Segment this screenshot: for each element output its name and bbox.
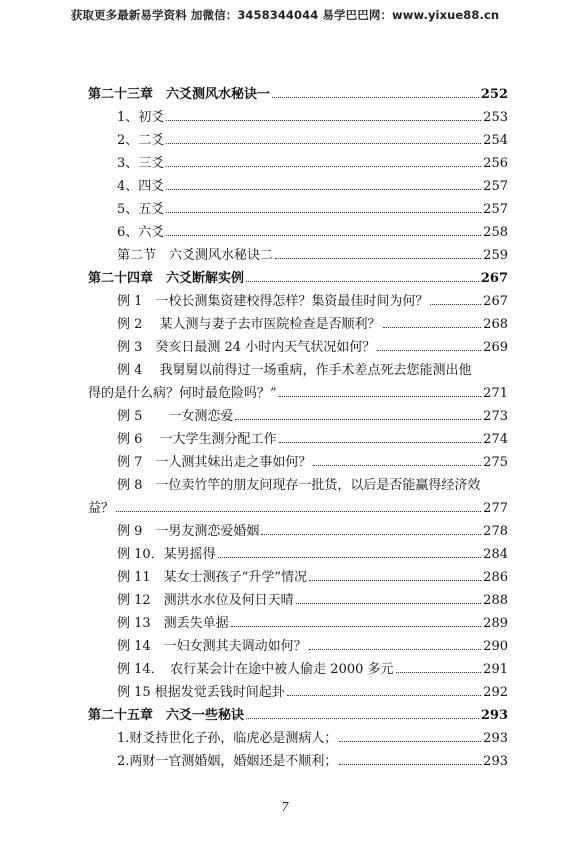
dot-leader: [218, 556, 481, 558]
toc-page-number: 269: [483, 340, 508, 355]
toc-page-number: 257: [483, 202, 508, 217]
toc-entry-title: 例 10．某男摇得: [117, 547, 216, 562]
toc-page-number: 256: [483, 156, 508, 171]
toc-page-number: 284: [483, 547, 508, 562]
toc-entry-first-line: 例 4 我舅舅以前得过一场重病，作手术差点死去您能测出他: [117, 363, 472, 378]
toc-page-number: 293: [480, 708, 508, 723]
dot-leader: [313, 464, 481, 466]
toc-entry: [88, 562, 508, 585]
toc-chapter: [88, 263, 508, 286]
toc-page-number: 267: [480, 271, 508, 286]
toc-entry-title: 6、六爻: [117, 225, 165, 240]
toc-entry-title: 2.两财一官测婚姻，婚姻还是不顺利；: [117, 754, 338, 769]
dot-leader: [246, 280, 479, 282]
toc-entry-title: 例 13 测丢失单据: [117, 616, 229, 631]
dot-leader: [279, 441, 482, 443]
dot-leader: [275, 257, 481, 259]
toc-entry: [88, 171, 508, 194]
toc-entry: [88, 585, 508, 608]
dot-leader: [231, 625, 481, 627]
dot-leader: [396, 671, 482, 673]
toc-page-number: 274: [483, 432, 508, 447]
toc-entry-continuation: 益？: [88, 501, 115, 516]
toc-page-number: 291: [483, 662, 508, 677]
dot-leader: [246, 717, 479, 719]
dot-leader: [272, 96, 479, 98]
toc-page-number: 271: [483, 386, 508, 401]
toc-page-number: 275: [483, 455, 508, 470]
dot-leader: [166, 188, 481, 190]
toc-page-number: 257: [483, 179, 508, 194]
toc-entry-title: 2、二爻: [117, 133, 165, 148]
toc-entry-title: 5、五爻: [117, 202, 165, 217]
toc-entry: [88, 401, 508, 424]
toc-entry: [88, 723, 508, 746]
dot-leader: [287, 694, 481, 696]
toc-entry: [88, 677, 508, 700]
dot-leader: [166, 119, 481, 121]
toc-page-number: 268: [483, 317, 508, 332]
toc-entry: [88, 309, 508, 332]
toc-entry-title: 例 7 一人测其妹出走之事如何？: [117, 455, 312, 470]
dot-leader: [166, 211, 481, 213]
toc-chapter: [88, 79, 508, 102]
toc-chapter-title: 第二十四章 六爻断解实例: [88, 271, 245, 286]
toc-entry-first-line: 例 8 一位卖竹竿的朋友问现存一批货，以后是否能赢得经济效: [117, 478, 481, 493]
dot-leader: [235, 418, 481, 420]
toc-entry: [88, 746, 508, 769]
toc-page-number: 253: [483, 110, 508, 125]
toc-entry: [88, 102, 508, 125]
dot-leader: [383, 326, 482, 328]
dot-leader: [339, 740, 481, 742]
toc-page-number: 278: [483, 524, 508, 539]
toc-entry-title: 例 15 根据发觉丢钱时间起卦: [117, 685, 285, 700]
table-of-contents: [88, 79, 508, 769]
dot-leader: [430, 303, 481, 305]
toc-entry-title: 例 14． 农行某会计在途中被人偷走 2000 多元: [117, 662, 394, 677]
toc-entry: [88, 217, 508, 240]
toc-entry-title: 1、初爻: [117, 110, 165, 125]
toc-entry: [88, 447, 508, 470]
toc-entry-title: 4、四爻: [117, 179, 165, 194]
dot-leader: [261, 533, 481, 535]
dot-leader: [166, 142, 481, 144]
toc-entry: [88, 125, 508, 148]
toc-chapter: [88, 700, 508, 723]
toc-entry: [88, 608, 508, 631]
toc-page-number: 286: [483, 570, 508, 585]
toc-page-number: 252: [480, 87, 508, 102]
toc-entry: [88, 194, 508, 217]
toc-entry-title: 例 1 一校长测集资建校得怎样？集资最佳时间为何？: [117, 294, 429, 309]
toc-entry: [88, 516, 508, 539]
toc-entry-title: 例 3 癸亥日最测 24 小时内天气状况如何？: [117, 340, 376, 355]
toc-entry-title: 例 12 测洪水水位及何日天晴: [117, 593, 294, 608]
dot-leader: [116, 510, 481, 512]
toc-page-number: 273: [483, 409, 508, 424]
toc-entry: [88, 332, 508, 355]
dot-leader: [279, 395, 482, 397]
dot-leader: [339, 763, 481, 765]
toc-page-number: 289: [483, 616, 508, 631]
toc-page-number: 293: [483, 754, 508, 769]
dot-leader: [166, 234, 481, 236]
toc-page-number: 288: [483, 593, 508, 608]
toc-entry: [88, 378, 508, 401]
toc-page-number: 258: [483, 225, 508, 240]
dot-leader: [296, 602, 481, 604]
toc-entry: [88, 539, 508, 562]
toc-entry-title: 3、三爻: [117, 156, 165, 171]
toc-entry: [88, 654, 508, 677]
toc-entry: [88, 631, 508, 654]
toc-entry-title: 第二节 六爻测风水秘诀二: [117, 248, 274, 263]
toc-page-number: 259: [483, 248, 508, 263]
toc-entry: [88, 286, 508, 309]
toc-entry: [88, 148, 508, 171]
toc-entry-title: 例 5 一女测恋爱: [117, 409, 234, 424]
dot-leader: [166, 165, 481, 167]
toc-entry: [88, 240, 508, 263]
toc-chapter-title: 第二十三章 六爻测风水秘诀一: [88, 87, 271, 102]
toc-page-number: 292: [483, 685, 508, 700]
dot-leader: [377, 349, 481, 351]
toc-entry-title: 例 11 某女士测孩子“升学”情况: [117, 570, 307, 585]
toc-page-number: 277: [483, 501, 508, 516]
toc-entry: [88, 493, 508, 516]
toc-entry-title: 例 9 一男友测恋爱婚姻: [117, 524, 260, 539]
watermark-header: 获取更多最新易学资料 加微信：3458344044 易学巴巴网：www.yixue88.cn: [70, 8, 500, 22]
toc-entry-title: 例 2 某人测与妻子去市医院检查是否顺利？: [117, 317, 381, 332]
dot-leader: [309, 579, 481, 581]
toc-entry-title: 例 14 一妇女测其夫调动如何？: [117, 639, 307, 654]
page-number: 7: [281, 800, 289, 814]
dot-leader: [309, 648, 481, 650]
toc-page-number: 254: [483, 133, 508, 148]
toc-entry-title: 例 6 一大学生测分配工作: [117, 432, 277, 447]
toc-entry-continuation: 得的是什么病？何时最危险吗？”: [88, 386, 277, 401]
toc-entry-title: 1.财爻持世化子孙，临虎必是测病人；: [117, 731, 338, 746]
toc-chapter-title: 第二十五章 六爻一些秘诀: [88, 708, 245, 723]
toc-entry: [88, 424, 508, 447]
toc-page-number: 290: [483, 639, 508, 654]
toc-page-number: 293: [483, 731, 508, 746]
toc-page-number: 267: [483, 294, 508, 309]
